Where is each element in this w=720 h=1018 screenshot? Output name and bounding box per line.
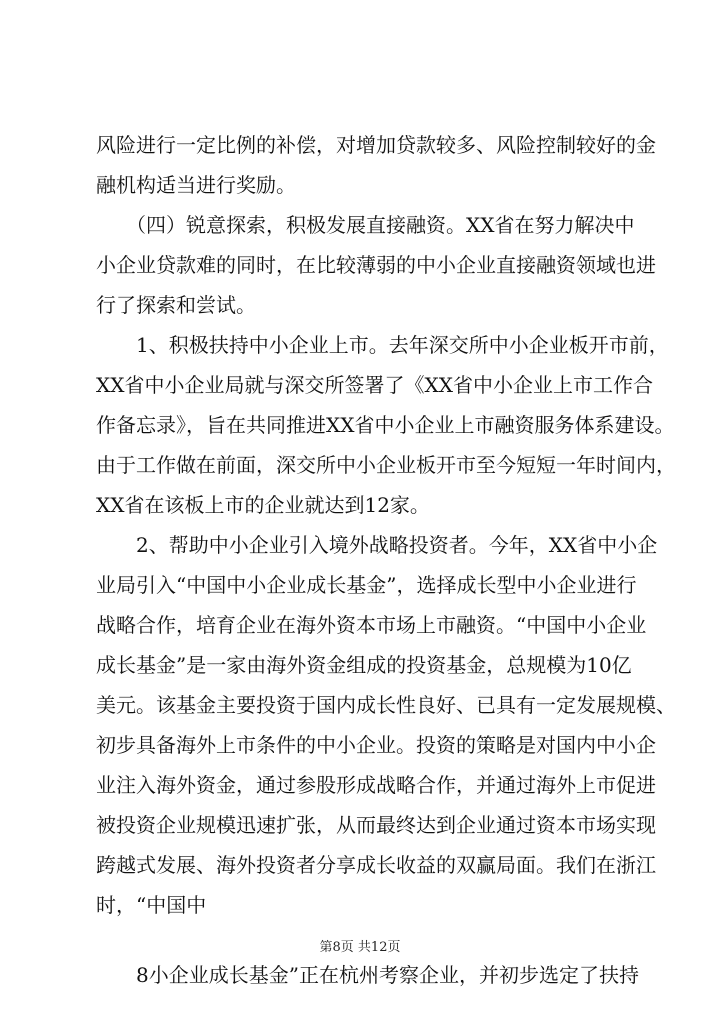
- paragraph-line: 作备忘录》，旨在共同推进XX省中小企业上市融资服务体系建设。: [96, 413, 675, 437]
- paragraph-line: 小企业贷款难的同时，在比较薄弱的中小企业直接融资领域也进: [96, 253, 656, 277]
- paragraph-line: 战略合作，培育企业在海外资本市场上市融资。“中国中小企业: [96, 613, 647, 637]
- paragraph-line: 时，“中国中: [96, 893, 207, 917]
- paragraph-line: 融机构适当进行奖励。: [96, 173, 296, 197]
- paragraph-line: 初步具备海外上市条件的中小企业。投资的策略是对国内中小企: [96, 733, 656, 757]
- paragraph-line: XX省在该板上市的企业就达到12家。: [96, 493, 430, 517]
- paragraph-line: 1、积极扶持中小企业上市。去年深交所中小企业板开市前，: [96, 333, 669, 357]
- paragraph-line: 美元。该基金主要投资于国内成长性良好、已具有一定发展规模、: [96, 693, 676, 717]
- paragraph-line: 业局引入“中国中小企业成长基金”，选择成长型中小企业进行: [96, 573, 637, 597]
- paragraph-line: 跨越式发展、海外投资者分享成长收益的双赢局面。我们在浙江: [96, 853, 656, 877]
- paragraph-line: 业注入海外资金，通过参股形成战略合作，并通过海外上市促进: [96, 773, 656, 797]
- paragraph-line: 由于工作做在前面，深交所中小企业板开市至今短短一年时间内，: [96, 453, 676, 477]
- paragraph-line: XX省中小企业局就与深交所签署了《XX省中小企业上市工作合: [96, 373, 653, 397]
- paragraph-line: 成长基金”是一家由海外资金组成的投资基金，总规模为10亿: [96, 653, 632, 677]
- paragraph-line: 风险进行一定比例的补偿，对增加贷款较多、风险控制较好的金: [96, 133, 656, 157]
- paragraph-line: 2、帮助中小企业引入境外战略投资者。今年，XX省中小企: [96, 533, 658, 557]
- page-number-footer: 第8页 共12页: [319, 940, 401, 955]
- paragraph-line: 被投资企业规模迅速扩张，从而最终达到企业通过资本市场实现: [96, 813, 656, 837]
- paragraph-line: 8小企业成长基金”正在杭州考察企业，并初步选定了扶持: [96, 963, 639, 987]
- paragraph-line: 行了探索和尝试。: [96, 293, 256, 317]
- paragraph-line: （四）锐意探索，积极发展直接融资。XX省在努力解决中: [96, 213, 635, 237]
